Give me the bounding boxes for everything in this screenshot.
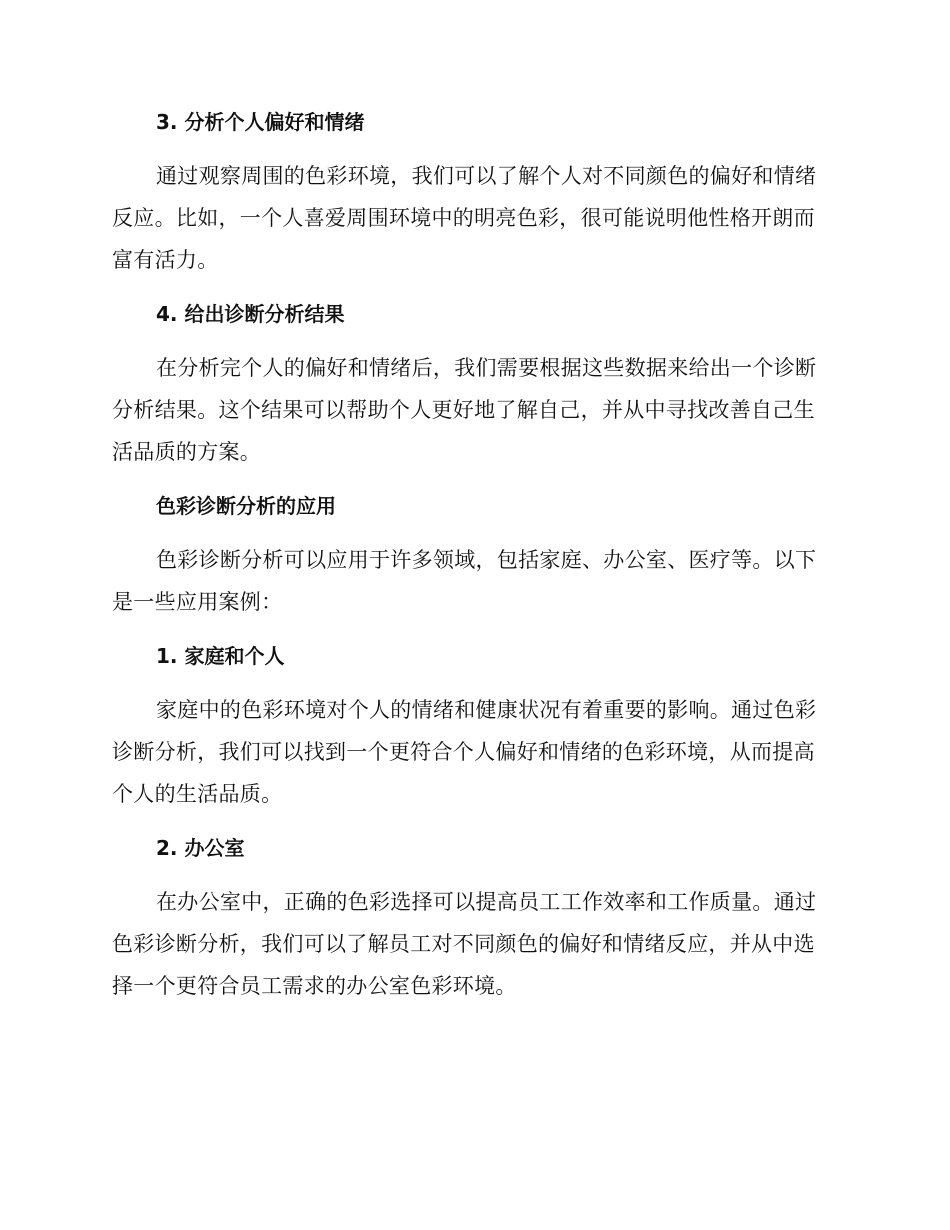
section-paragraph-office bbox=[112, 881, 832, 1007]
section-heading-analyze-preferences: 3. 分析个人偏好和情绪 bbox=[156, 110, 365, 134]
section-heading-applications: 色彩诊断分析的应用 bbox=[156, 494, 336, 518]
paragraph-line: 是一些应用案例： bbox=[112, 590, 283, 614]
paragraph-line: 富有活力。 bbox=[112, 248, 219, 272]
paragraph-line: 色彩诊断分析可以应用于许多领域，包括家庭、办公室、医疗等。以下 bbox=[156, 548, 817, 572]
paragraph-line: 择一个更符合员工需求的办公室色彩环境。 bbox=[112, 974, 517, 998]
section-paragraph-analyze-preferences bbox=[112, 155, 832, 281]
paragraph-line: 个人的生活品质。 bbox=[112, 782, 283, 806]
section-heading-diagnosis-result: 4. 给出诊断分析结果 bbox=[156, 302, 345, 326]
section-heading-office: 2. 办公室 bbox=[156, 836, 245, 860]
paragraph-line: 反应。比如，一个人喜爱周围环境中的明亮色彩，很可能说明他性格开朗而 bbox=[112, 206, 815, 230]
section-heading-home-and-personal: 1. 家庭和个人 bbox=[156, 644, 285, 668]
paragraph-line: 在办公室中，正确的色彩选择可以提高员工工作效率和工作质量。通过 bbox=[156, 890, 817, 914]
section-paragraph-applications bbox=[112, 539, 832, 623]
paragraph-line: 通过观察周围的色彩环境，我们可以了解个人对不同颜色的偏好和情绪 bbox=[156, 164, 817, 188]
paragraph-line: 家庭中的色彩环境对个人的情绪和健康状况有着重要的影响。通过色彩 bbox=[156, 698, 817, 722]
paragraph-line: 色彩诊断分析，我们可以了解员工对不同颜色的偏好和情绪反应，并从中选 bbox=[112, 932, 815, 956]
document-page bbox=[112, 108, 832, 1026]
paragraph-line: 分析结果。这个结果可以帮助个人更好地了解自己，并从中寻找改善自己生 bbox=[112, 398, 815, 422]
section-paragraph-home-and-personal bbox=[112, 689, 832, 815]
paragraph-line: 诊断分析，我们可以找到一个更符合个人偏好和情绪的色彩环境，从而提高 bbox=[112, 740, 815, 764]
paragraph-line: 在分析完个人的偏好和情绪后，我们需要根据这些数据来给出一个诊断 bbox=[156, 356, 817, 380]
paragraph-line: 活品质的方案。 bbox=[112, 440, 262, 464]
section-paragraph-diagnosis-result bbox=[112, 347, 832, 473]
